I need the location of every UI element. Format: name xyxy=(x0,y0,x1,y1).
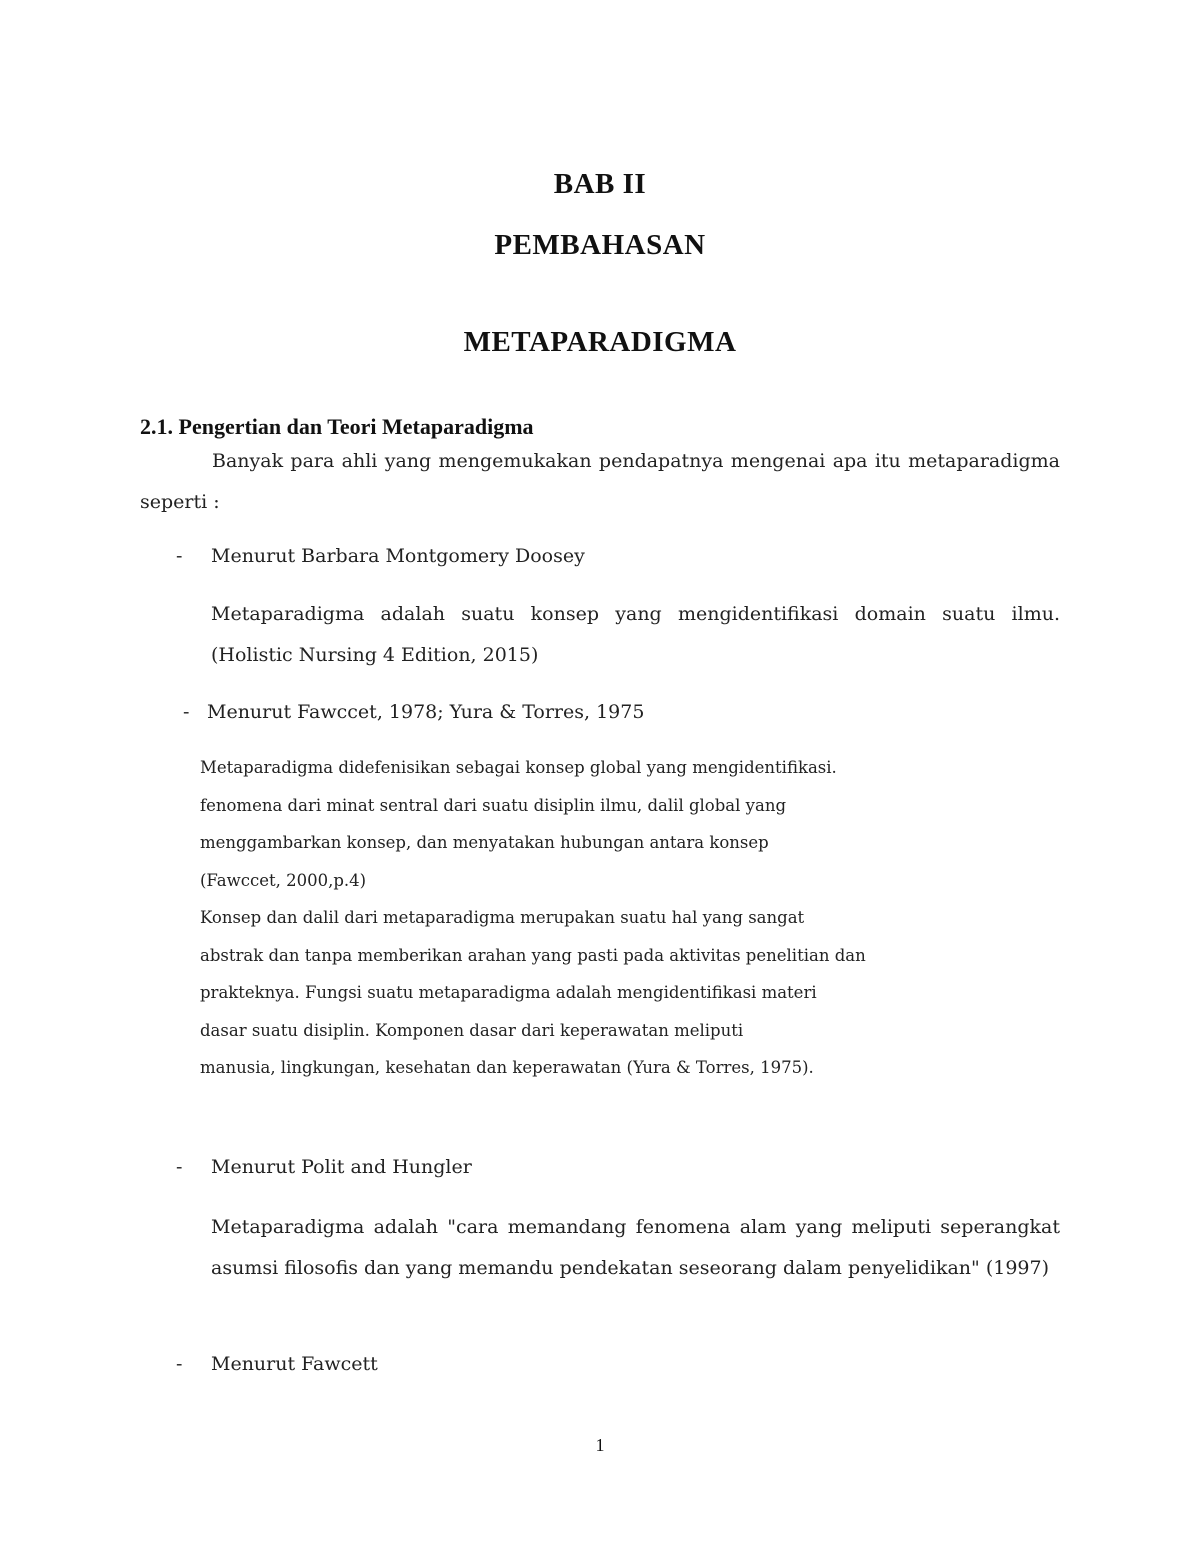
text-line: manusia, lingkungan, kesehatan dan keperawatan (Yura & Torres, 1975). xyxy=(200,1058,814,1077)
page-number: 1 xyxy=(595,1435,605,1455)
item-text-doosey: Metaparadigma adalah suatu konsep yang mengidentifikasi domain suatu ilmu. (Holistic Nursing 4 Edition, 2015) xyxy=(211,603,1060,666)
list-dash: - xyxy=(176,1156,183,1178)
text-line: dasar suatu disiplin. Komponen dasar dari keperawatan meliputi xyxy=(200,1020,744,1040)
item-heading-fawcett: Menurut Fawcett xyxy=(211,1353,378,1375)
text-line: fenomena dari minat sentral dari suatu disiplin ilmu, dalil global yang xyxy=(200,795,787,815)
text-line: Konsep dan dalil dari metaparadigma merupakan suatu hal yang sangat xyxy=(200,908,805,927)
item-heading-polit: Menurut Polit and Hungler xyxy=(211,1156,472,1178)
text-line: Metaparadigma didefenisikan sebagai konsep global yang mengidentifikasi. xyxy=(200,758,837,777)
text-line: menggambarkan konsep, dan menyatakan hubungan antara konsep xyxy=(200,833,769,852)
list-dash: - xyxy=(176,545,183,567)
text-line: (Fawccet, 2000,p.4) xyxy=(200,870,367,890)
item-heading-doosey: Menurut Barbara Montgomery Doosey xyxy=(211,545,585,567)
list-dash: - xyxy=(183,701,190,723)
intro-paragraph: Banyak para ahli yang mengemukakan pendapatnya mengenai apa itu metaparadigma seperti : xyxy=(140,450,1060,513)
item-text-polit: Metaparadigma adalah "cara memandang fenomena alam yang meliputi seperangkat asumsi filosofis dan yang memandu pendekatan seseorang dalam penyelidikan" (1997) xyxy=(211,1216,1060,1279)
chapter-title: PEMBAHASAN xyxy=(494,229,706,261)
text-line: prakteknya. Fungsi suatu metaparadigma adalah mengidentifikasi materi xyxy=(200,983,817,1002)
chapter-subtitle: METAPARADIGMA xyxy=(463,326,737,358)
item-heading-fawccet: Menurut Fawccet, 1978; Yura & Torres, 1975 xyxy=(207,701,645,723)
chapter-label: BAB II xyxy=(553,168,647,200)
list-dash: - xyxy=(176,1353,183,1375)
text-line: abstrak dan tanpa memberikan arahan yang pasti pada aktivitas penelitian dan xyxy=(200,945,866,965)
item-block-fawccet xyxy=(200,749,866,1087)
section-heading: 2.1. Pengertian dan Teori Metaparadigma xyxy=(140,414,534,439)
